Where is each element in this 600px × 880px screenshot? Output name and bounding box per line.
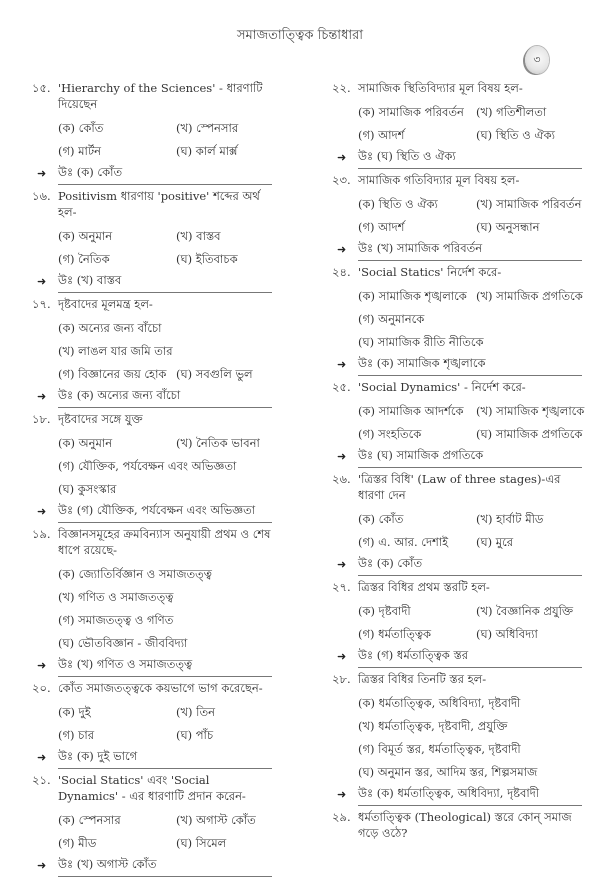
question-text: দৃষ্টবাদের মূলমন্ত্র হল-	[58, 297, 153, 311]
options	[32, 118, 272, 164]
arrow-right-icon: ➜	[37, 275, 47, 288]
option: (ক) দৃষ্টবাদী	[358, 604, 411, 618]
answer-line	[32, 502, 272, 522]
option: (ক) দুই	[58, 705, 91, 719]
question-block	[332, 80, 582, 168]
options	[332, 401, 585, 447]
option: (খ) তিন	[176, 705, 215, 719]
question-block	[32, 188, 272, 292]
option-row	[58, 725, 272, 748]
arrow-right-icon: ➜	[337, 450, 347, 463]
answer-text: উঃ (ক) ধর্মতাত্ত্বিক, অধিবিদ্যা, দৃষ্টবাদী	[358, 785, 582, 806]
page-number-badge	[525, 46, 549, 74]
question-number: ২৩.	[332, 173, 351, 187]
question-number: ২৮.	[332, 672, 351, 686]
answer-text: উঃ (ঘ) সামাজিক প্রগতিকে	[358, 447, 582, 468]
answer-line	[32, 164, 272, 184]
question-text: ত্রিস্তর বিধির তিনটি স্তর হল-	[358, 672, 487, 686]
option-row	[58, 364, 272, 387]
question-block	[32, 526, 272, 676]
question-text: 'Hierarchy of the Sciences' - ধারণাটি দিয়েছেন	[58, 81, 263, 111]
option: (গ) ধর্মতাত্ত্বিক	[358, 627, 432, 641]
question	[32, 772, 272, 804]
arrow-right-icon: ➜	[337, 151, 347, 164]
answer-text: উঃ (ঘ) স্থিতি ও ঐক্য	[358, 148, 582, 169]
option: (খ) হার্বাট মীড	[476, 512, 544, 526]
options	[332, 194, 582, 240]
option: (ঘ) স্থিতি ও ঐক্য	[476, 128, 555, 142]
option: (ক) কোঁত	[58, 121, 104, 135]
answer-text: উঃ (খ) অগাস্ট কোঁত	[58, 856, 272, 877]
question	[332, 671, 582, 687]
arrow-right-icon: ➜	[37, 390, 47, 403]
option-row	[358, 739, 582, 762]
option: (খ) স্পেনসার	[176, 121, 239, 135]
question-number: ১৫.	[32, 81, 51, 95]
option: (খ) বাস্তব	[176, 229, 221, 243]
option: (ঘ) ইতিবাচক	[176, 252, 238, 266]
option: (ঘ) সামাজিক প্রগতিকে	[476, 427, 583, 441]
question-block	[332, 379, 585, 467]
arrow-right-icon: ➜	[37, 751, 47, 764]
question	[32, 526, 272, 558]
answer-line	[32, 272, 272, 292]
option: (খ) গণিত ও সমাজতত্ত্ব	[58, 590, 174, 604]
options	[332, 693, 582, 785]
option: (ঘ) কার্ল মার্ক্স	[176, 144, 238, 158]
option: (গ) মার্টন	[58, 144, 102, 158]
option-row	[58, 318, 272, 341]
question-block	[332, 579, 582, 667]
question-text: কোঁত সমাজতত্ত্বকে কয়ভাগে ভাগ করেছেন-	[58, 681, 263, 695]
answer-line	[332, 785, 582, 805]
question-number: ১৭.	[32, 297, 51, 311]
option: (খ) বৈজ্ঞানিক প্রযুক্তি	[476, 604, 574, 618]
question-block	[332, 471, 582, 575]
option-row	[358, 532, 582, 555]
question-text: ত্রিস্তর বিধির প্রথম স্তরটি হল-	[358, 580, 490, 594]
option: (গ) অনুমানকে	[358, 312, 425, 326]
question-number: ২৪.	[332, 265, 351, 279]
question-block	[332, 671, 582, 805]
option-row	[58, 341, 272, 364]
option-row	[358, 693, 582, 716]
question-text: 'Social Statics' এবং 'Social Dynamics' - এর ধারণাটি প্রদান করেন-	[58, 773, 246, 803]
answer-line	[32, 748, 272, 768]
option: (খ) ধর্মতাত্ত্বিক, দৃষ্টবাদী, প্রযুক্তি	[358, 719, 508, 733]
option-row	[58, 810, 272, 833]
option: (ঘ) সিমেল	[176, 836, 227, 850]
option: (ঘ) অধিবিদ্যা	[476, 627, 538, 641]
question-text: দৃষ্টবাদের সঙ্গে যুক্ত	[58, 412, 143, 426]
options	[332, 102, 582, 148]
question-block	[32, 411, 272, 522]
question	[32, 680, 272, 696]
option: (ঘ) অনুসন্ধান	[476, 220, 540, 234]
options	[32, 318, 272, 387]
right-column	[332, 80, 585, 847]
question	[32, 296, 272, 312]
question-block	[332, 264, 582, 375]
answer-text: উঃ (খ) সামাজিক পরিবর্তন	[358, 240, 582, 261]
question-text: 'ত্রিস্তর বিধি' (Law of three stages)-এর ধারণা দেন	[358, 472, 561, 502]
options	[32, 226, 272, 272]
arrow-right-icon: ➜	[337, 358, 347, 371]
answer-line	[32, 856, 272, 876]
answer-line	[332, 355, 582, 375]
question-text: বিজ্ঞানসমূহের ক্রমবিন্যাস অনুযায়ী প্রথম ও শেষ ধাপে রয়েছে-	[58, 527, 271, 557]
question-text: Positivism ধারণায় 'positive' শব্দের অর্থ হল-	[58, 189, 260, 219]
option-row	[358, 401, 585, 424]
option-row	[358, 194, 582, 217]
option: (ঘ) পাঁচ	[176, 728, 214, 742]
question-number: ১৬.	[32, 189, 51, 203]
question-number: ২৯.	[332, 810, 351, 824]
option: (ঘ) মুরে	[476, 535, 514, 549]
option: (ঘ) সামাজিক রীতি নীতিকে	[358, 335, 484, 349]
option-row	[358, 624, 582, 647]
option-row	[58, 249, 272, 272]
option-row	[358, 424, 582, 447]
answer-text: উঃ (ক) দুই ভাগে	[58, 748, 272, 769]
option: (গ) সমাজতত্ত্ব ও গণিত	[58, 613, 174, 627]
answer-line	[32, 387, 272, 407]
arrow-right-icon: ➜	[37, 505, 47, 518]
page-number: ৩	[533, 52, 541, 66]
arrow-right-icon: ➜	[337, 243, 347, 256]
option-row	[358, 762, 582, 785]
option: (গ) মীড	[58, 836, 97, 850]
answer-line	[332, 148, 582, 168]
option-row	[58, 118, 272, 141]
arrow-right-icon: ➜	[337, 650, 347, 663]
option: (খ) সামাজিক প্রগতিকে	[476, 289, 583, 303]
question-text: ধর্মতাত্ত্বিক (Theological) স্তরে কোন্ সমাজ গড়ে ওঠে?	[358, 810, 572, 840]
answer-line	[332, 447, 582, 467]
question-text: 'Social Dynamics' - নির্দেশ করে-	[358, 380, 526, 394]
question-number: ২৬.	[332, 472, 351, 486]
option-row	[358, 332, 582, 355]
answer-text: উঃ (খ) গণিত ও সমাজতত্ত্ব	[58, 656, 272, 677]
option: (খ) সামাজিক শৃঙ্খলাকে	[476, 404, 585, 418]
arrow-right-icon: ➜	[37, 659, 47, 672]
options	[32, 433, 272, 502]
question-block	[32, 772, 272, 876]
options	[332, 601, 582, 647]
option-row	[358, 309, 582, 332]
option: (গ) নৈতিক	[58, 252, 110, 266]
option: (ক) অনুমান	[58, 229, 113, 243]
options	[32, 810, 272, 856]
option: (ঘ) সবগুলি ভুল	[176, 367, 253, 381]
arrow-right-icon: ➜	[37, 167, 47, 180]
answer-text: উঃ (গ) ধর্মতাত্ত্বিক স্তর	[358, 647, 582, 668]
question-number: ২০.	[32, 681, 51, 695]
option-row	[58, 479, 272, 502]
option: (গ) সংহতিকে	[358, 427, 422, 441]
option: (ক) সামাজিক শৃঙ্খলাকে	[358, 289, 467, 303]
option: (খ) লাঙল যার জমি তার	[58, 344, 173, 358]
option: (ক) কোঁত	[358, 512, 404, 526]
option: (ঘ) কুসংস্কার	[58, 482, 117, 496]
option: (ঘ) অনুমান স্তর, আদিম স্তর, শিল্পসমাজ	[358, 765, 538, 779]
question-number: ২১.	[32, 773, 51, 787]
question	[332, 172, 582, 188]
option: (গ) চার	[58, 728, 95, 742]
option: (খ) নৈতিক ভাবনা	[176, 436, 260, 450]
option-row	[58, 226, 272, 249]
question-number: ১৯.	[32, 527, 51, 541]
option: (ক) জ্যোতির্বিজ্ঞান ও সমাজতত্ত্ব	[58, 567, 212, 581]
answer-text: উঃ (ক) কোঁত	[358, 555, 582, 576]
answer-line	[32, 656, 272, 676]
option-row	[58, 587, 272, 610]
option-row	[58, 610, 272, 633]
option: (গ) আদর্শ	[358, 128, 405, 142]
question	[332, 471, 582, 503]
question	[332, 264, 582, 280]
option-row	[58, 564, 272, 587]
option: (খ) অগাস্ট কোঁত	[176, 813, 256, 827]
arrow-right-icon: ➜	[337, 788, 347, 801]
options	[332, 509, 582, 555]
question	[332, 379, 582, 395]
option-row	[358, 716, 582, 739]
option-row	[58, 833, 272, 856]
option-row	[358, 102, 582, 125]
left-column	[32, 80, 272, 880]
question-text: 'Social Statics' নির্দেশ করে-	[358, 265, 502, 279]
option: (ক) স্থিতি ও ঐক্য	[358, 197, 438, 211]
option-row	[58, 141, 272, 164]
option: (ক) সামাজিক পরিবর্তন	[358, 105, 464, 119]
question	[332, 80, 582, 96]
question-text: সামাজিক গতিবিদ্যার মূল বিষয় হল-	[358, 173, 520, 187]
question-number: ২৭.	[332, 580, 351, 594]
options	[32, 564, 272, 656]
answer-text: উঃ (গ) যৌক্তিক, পর্যবেক্ষন এবং অভিজ্ঞতা	[58, 502, 272, 523]
answer-text: উঃ (ক) কোঁত	[58, 164, 272, 185]
question-block	[32, 80, 272, 184]
question-block	[32, 296, 272, 407]
question-block	[332, 172, 582, 260]
arrow-right-icon: ➜	[337, 558, 347, 571]
option: (ক) স্পেনসার	[58, 813, 121, 827]
option: (ক) সামাজিক আদর্শকে	[358, 404, 464, 418]
option-row	[358, 601, 582, 624]
answer-text: উঃ (ক) সামাজিক শৃঙ্খলাকে	[358, 355, 582, 376]
option-row	[58, 702, 272, 725]
answer-line	[332, 240, 582, 260]
answer-line	[332, 555, 582, 575]
question	[32, 80, 272, 112]
options	[332, 286, 582, 355]
option-row	[58, 633, 272, 656]
option: (গ) এ. আর. দেশাই	[358, 535, 449, 549]
options	[32, 702, 272, 748]
option: (গ) বিজ্ঞানের জয় হোক	[58, 367, 167, 381]
question	[332, 809, 582, 841]
question	[332, 579, 582, 595]
option: (ক) অনুমান	[58, 436, 113, 450]
option: (গ) যৌক্তিক, পর্যবেক্ষন এবং অভিজ্ঞতা	[58, 459, 237, 473]
option: (গ) বিমূর্ত স্তর, ধর্মতাত্ত্বিক, দৃষ্টবাদী	[358, 742, 521, 756]
option: (ঘ) ভৌতবিজ্ঞান - জীববিদ্যা	[58, 636, 188, 650]
option-row	[58, 433, 272, 456]
option: (গ) আদর্শ	[358, 220, 405, 234]
answer-line	[332, 647, 582, 667]
question-text: সামাজিক স্থিতিবিদ্যার মূল বিষয় হল-	[358, 81, 523, 95]
answer-text: উঃ (ক) অন্যের জন্য বাঁচো	[58, 387, 272, 408]
option-row	[358, 125, 582, 148]
option: (ক) ধর্মতাত্ত্বিক, অধিবিদ্যা, দৃষ্টবাদী	[358, 696, 521, 710]
running-title: সমাজতাত্ত্বিক চিন্তাধারা	[236, 28, 364, 43]
question-block	[332, 809, 582, 841]
arrow-right-icon: ➜	[37, 859, 47, 872]
question	[32, 411, 272, 427]
question-number: ২৫.	[332, 380, 351, 394]
option-row	[358, 509, 582, 532]
question-number: ১৮.	[32, 412, 51, 426]
option-row	[358, 217, 582, 240]
option-row	[58, 456, 272, 479]
option-row	[358, 286, 582, 309]
answer-text: উঃ (খ) বাস্তব	[58, 272, 272, 293]
option: (খ) সামাজিক পরিবর্তন	[476, 197, 582, 211]
question-block	[32, 680, 272, 768]
question	[32, 188, 272, 220]
option: (ক) অন্যের জন্য বাঁচো	[58, 321, 162, 335]
option: (খ) গতিশীলতা	[476, 105, 547, 119]
question-number: ২২.	[332, 81, 351, 95]
